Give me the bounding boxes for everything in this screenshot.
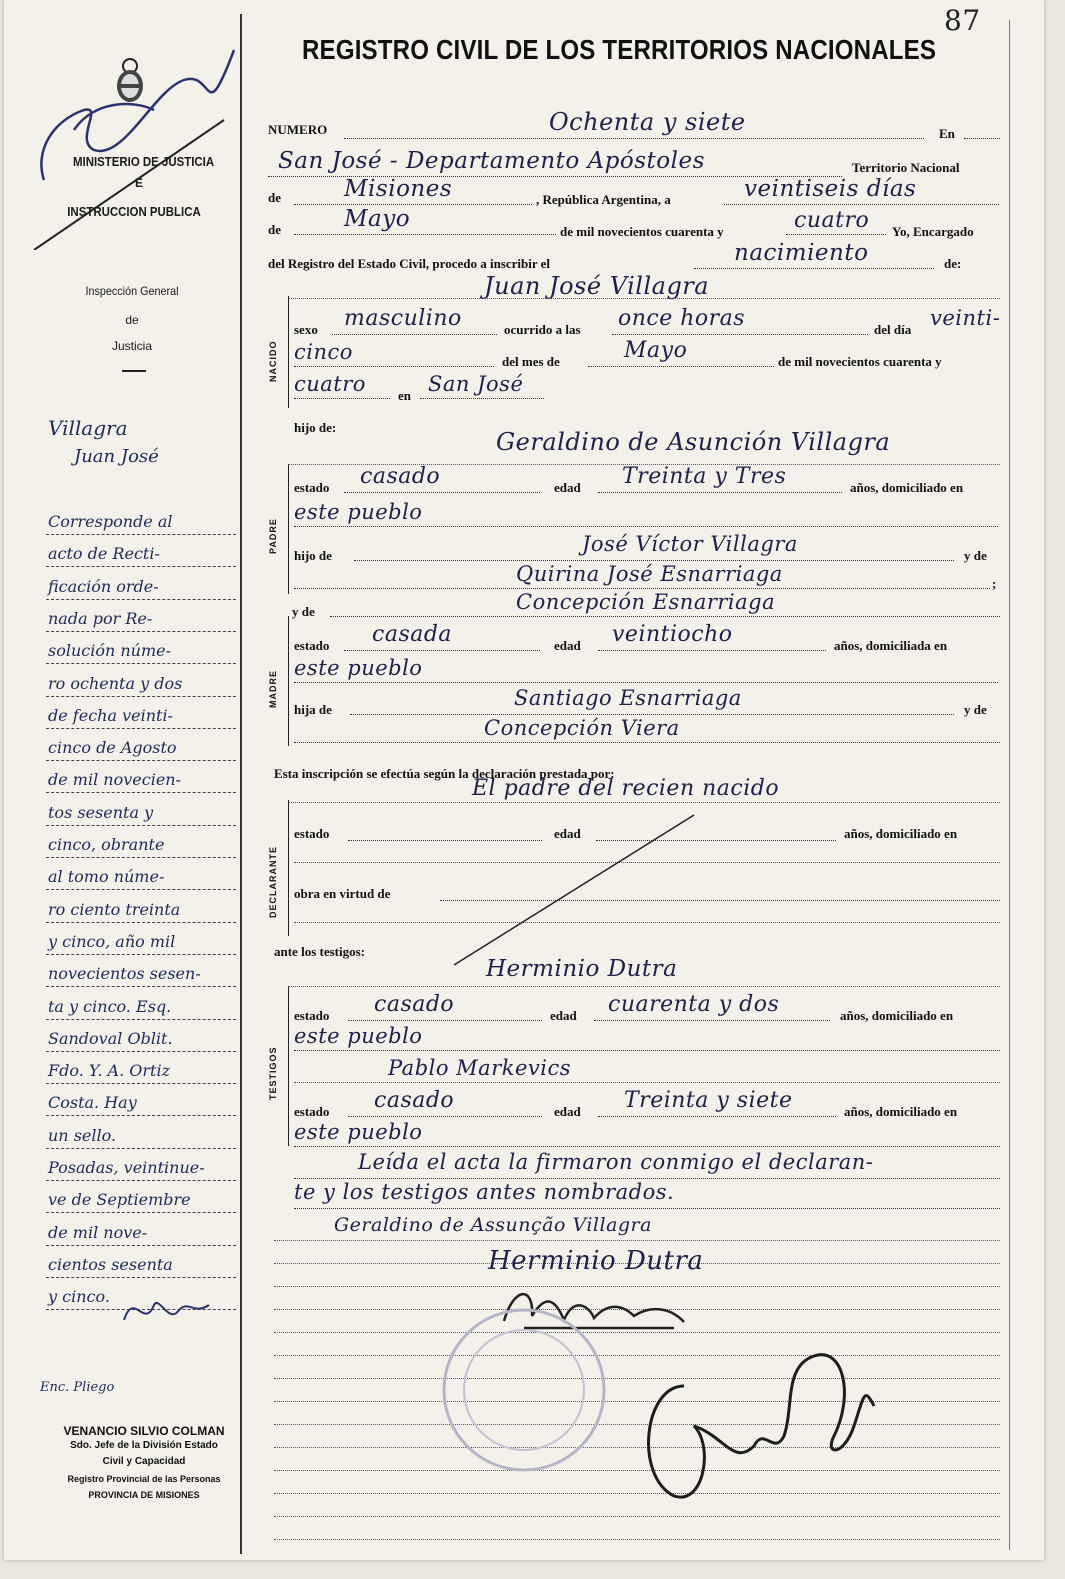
lugar-value: San José — [420, 372, 544, 399]
t1-domicilio-label: años, domiciliado en — [840, 1008, 954, 1023]
margin-given-names: Juan José — [74, 446, 159, 467]
margin-rule — [46, 566, 236, 567]
hora-value: once horas — [612, 306, 868, 335]
margin-note-line: ta y cinco. Esq. — [48, 996, 172, 1016]
nacido-year-label: de mil novecientos cuarenta y — [778, 354, 942, 369]
stamp-line-1: VENANCIO SILVIO COLMAN — [63, 1424, 225, 1438]
margin-note-line: cientos sesenta — [48, 1254, 173, 1274]
nacido-top-rule — [288, 298, 1000, 299]
margin-note-line: acto de Recti- — [48, 544, 160, 564]
signature-rule — [274, 1539, 1000, 1540]
padre-domicilio-label: años, domiciliado en — [850, 480, 964, 495]
margin-note-line: Posadas, veintinue- — [48, 1158, 205, 1177]
signature-father: Geraldino de Assunção Villagra — [334, 1214, 652, 1236]
t2-estado-label: estado — [294, 1104, 330, 1119]
stamp-line-5: PROVINCIA DE MISIONES — [88, 1490, 200, 1500]
margin-note-line: un sello. — [48, 1125, 117, 1145]
madre-domicilio-label: años, domiciliada en — [834, 638, 948, 653]
numero-label: NUMERO — [268, 122, 328, 137]
de-colon-label: de: — [944, 256, 962, 271]
madre-label: MADRE — [268, 670, 278, 708]
testigo1-name: Herminio Dutra — [486, 956, 678, 982]
nacido-label: NACIDO — [268, 340, 278, 382]
margin-note-line: al tomo núme- — [48, 867, 165, 887]
margin-note-line: nada por Re- — [48, 608, 153, 628]
en-line — [964, 124, 1000, 139]
hijo-de-label: hijo de: — [294, 420, 337, 435]
ministry-line-2: E — [134, 176, 143, 190]
official-stamp — [434, 1300, 614, 1480]
padre-bracket — [288, 464, 289, 594]
folio-number: 87 — [944, 4, 981, 37]
territory-value: Misiones — [294, 176, 532, 205]
madre-bracket — [288, 616, 289, 746]
ministry-line-3: INSTRUCCION PUBLICA — [67, 204, 201, 219]
madre-hija-label: hija de — [294, 702, 332, 717]
inspection-line-2: de — [125, 313, 139, 327]
margin-note-line: ficación orde- — [48, 576, 159, 596]
margin-rule — [46, 534, 236, 535]
margin-rule — [46, 1019, 236, 1020]
madre-edad-label: edad — [554, 638, 581, 653]
republica-label: , República Argentina, a — [536, 192, 671, 207]
margin-note-line: Corresponde al — [48, 512, 173, 531]
madre-parent2: Concepción Viera — [294, 716, 1000, 743]
mes-value: Mayo — [588, 338, 774, 367]
madre-parent1: Santiago Esnarriaga — [350, 686, 954, 715]
margin-note-line: de fecha veinti- — [48, 705, 173, 725]
padre-name: Geraldino de Asunción Villagra — [496, 428, 891, 456]
t2-estado-value: casado — [348, 1088, 542, 1117]
padre-edad-label: edad — [554, 480, 581, 495]
margin-note-line: cinco de Agosto — [48, 738, 177, 758]
declarante-label: DECLARANTE — [268, 846, 278, 918]
madre-domicilio-value: este pueblo — [294, 656, 998, 683]
padre-edad-value: Treinta y Tres — [598, 464, 842, 493]
margin-rule — [46, 954, 236, 955]
margin-signature-lower — [114, 1285, 214, 1335]
t2-name-rule — [294, 1082, 1000, 1083]
birth-certificate-page — [4, 0, 1044, 1560]
closing-line-1: Leída el acta la firmaron conmigo el declaran- — [294, 1150, 1000, 1179]
closing-line-2: te y los testigos antes nombrados. — [294, 1180, 1000, 1209]
del-dia-label: del día — [874, 322, 912, 337]
numero-value: Ochenta y siete — [344, 108, 924, 139]
margin-rule — [46, 696, 236, 697]
stamp-line-2: Sdo. Jefe de la División Estado — [70, 1440, 218, 1451]
declarante-name: El padre del recien nacido — [472, 776, 780, 801]
margin-rule — [46, 922, 236, 923]
testigos-top-rule — [288, 986, 1000, 987]
padre-semicolon: ; — [992, 576, 997, 591]
padre-y-de-label: y de — [964, 548, 987, 563]
stamp-line-3: Civil y Capacidad — [102, 1456, 186, 1467]
inspection-line-1: Inspección General — [85, 284, 179, 298]
margin-note-line: Costa. Hay — [48, 1093, 137, 1113]
signature-registrar — [624, 1326, 904, 1516]
margin-rule — [46, 986, 236, 987]
place-value: San José - Departamento Apóstoles — [268, 148, 842, 177]
margin-rule — [46, 857, 236, 858]
document-title: REGISTRO CIVIL DE LOS TERRITORIOS NACIONALES — [302, 34, 937, 65]
t2-edad-value: Treinta y siete — [598, 1088, 836, 1117]
t2-edad-label: edad — [554, 1104, 581, 1119]
declarante-estado-label: estado — [294, 826, 330, 841]
madre-estado-value: casada — [344, 622, 540, 651]
margin-rule — [46, 1083, 236, 1084]
declarante-domicilio-label: años, domiciliado en — [844, 826, 958, 841]
margin-note-line: y cinco. — [48, 1287, 110, 1307]
testigos-label-side: TESTIGOS — [268, 1046, 278, 1100]
madre-y-de-label: y de — [292, 604, 315, 619]
nacido-year-value: cuatro — [294, 372, 390, 399]
madre-edad-value: veintiocho — [598, 622, 826, 651]
madre-estado-label: estado — [294, 638, 330, 653]
madre-name: Concepción Esnarriaga — [330, 590, 1000, 617]
margin-rule — [46, 1148, 236, 1149]
testigos-label: ante los testigos: — [274, 944, 365, 959]
margin-rule — [46, 889, 236, 890]
del-mes-label: del mes de — [502, 354, 560, 369]
signature-witness1: Herminio Dutra — [488, 1246, 704, 1276]
year-prefix-label: de mil novecientos cuarenta y — [560, 224, 724, 239]
margin-rule — [46, 663, 236, 664]
signature-rule — [274, 1516, 1000, 1517]
t1-estado-value: casado — [348, 992, 542, 1021]
de-label-2: de — [268, 222, 281, 237]
signature-rule — [274, 1240, 1000, 1241]
de-label: de — [268, 190, 281, 205]
margin-rule — [46, 760, 236, 761]
margin-rule — [46, 792, 236, 793]
margin-note-line: de mil novecien- — [48, 770, 181, 790]
declarante-top-rule — [288, 802, 1000, 803]
days-value: veintiseis días — [724, 176, 999, 205]
t1-estado-label: estado — [294, 1008, 330, 1023]
declaracion-label: Esta inscripción se efectúa según la declaración prestada por: — [274, 766, 615, 781]
margin-note-line: novecientos sesen- — [48, 964, 201, 984]
padre-parent1: José Víctor Villagra — [354, 532, 954, 561]
margin-rule — [46, 1245, 236, 1246]
margin-rule — [46, 599, 236, 600]
t1-domicilio-value: este pueblo — [294, 1024, 1000, 1051]
registro-label: del Registro del Estado Civil, procedo a inscribir el — [268, 256, 551, 271]
sexo-label: sexo — [294, 322, 318, 337]
declarante-edad-label: edad — [554, 826, 581, 841]
margin-rule — [46, 631, 236, 632]
margin-initials: Enc. Pliego — [40, 1380, 115, 1395]
stamp-line-4: Registro Provincial de las Personas — [67, 1474, 221, 1484]
margin-rule — [46, 1115, 236, 1116]
margin-note-line: cinco, obrante — [48, 835, 165, 854]
ocurrido-label: ocurrido a las — [504, 322, 581, 337]
margin-surname: Villagra — [48, 416, 128, 440]
en-label: En — [939, 126, 955, 141]
margin-note-line: de mil nove- — [48, 1222, 148, 1242]
margin-note-line: solución núme- — [48, 641, 172, 661]
testigo2-name: Pablo Markevics — [388, 1056, 572, 1080]
sexo-value: masculino — [332, 306, 497, 335]
nacido-en-label: en — [398, 388, 411, 403]
padre-label: PADRE — [268, 518, 278, 554]
padre-parent2: Quirina José Esnarriaga — [294, 562, 990, 589]
padre-estado-label: estado — [294, 480, 330, 495]
territorio-label: Territorio Nacional — [852, 160, 960, 175]
margin-note-line: Fdo. Y. A. Ortiz — [48, 1061, 171, 1081]
right-border — [1009, 20, 1010, 1550]
t2-domicilio-label: años, domiciliado en — [844, 1104, 958, 1119]
margin-note-line: tos sesenta y — [48, 802, 154, 822]
dia-value-2: cinco — [294, 340, 494, 367]
margin-rule — [46, 728, 236, 729]
margin-rule — [46, 1212, 236, 1213]
obra-label: obra en virtud de — [294, 886, 391, 901]
year-value: cuatro — [786, 208, 886, 235]
margin-rule — [46, 1180, 236, 1181]
t1-edad-value: cuarenta y dos — [594, 992, 830, 1021]
padre-estado-value: casado — [344, 464, 540, 493]
t1-edad-label: edad — [550, 1008, 577, 1023]
margin-rule — [46, 1051, 236, 1052]
inspection-underline — [122, 370, 146, 372]
act-value: nacimiento — [694, 240, 934, 269]
t2-domicilio-value: este pueblo — [294, 1120, 1000, 1147]
margin-note-line: ve de Septiembre — [48, 1190, 191, 1210]
margin-rule — [46, 1277, 236, 1278]
margin-note-line: ro ochenta y dos — [48, 673, 183, 693]
margin-note-line: y cinco, año mil — [48, 931, 176, 951]
margin-note-line: ro ciento treinta — [48, 899, 181, 919]
margin-rule — [46, 825, 236, 826]
cancellation-stroke — [444, 810, 704, 970]
inspection-line-3: Justicia — [111, 339, 152, 353]
child-name: Juan José Villagra — [484, 272, 710, 300]
nacido-bracket — [288, 296, 289, 408]
padre-domicilio-value: este pueblo — [294, 500, 998, 527]
testigos-bracket — [288, 986, 289, 1146]
dia-value-1: veinti- — [930, 306, 1001, 330]
month-value: Mayo — [294, 206, 556, 235]
declarante-bracket — [288, 800, 289, 936]
ministry-line-1: MINISTERIO DE JUSTICIA — [73, 154, 215, 169]
madre-y-de-label-2: y de — [964, 702, 987, 717]
padre-hijo-label: hijo de — [294, 548, 332, 563]
yo-label: Yo, Encargado — [892, 224, 974, 239]
margin-note-line: Sandoval Oblit. — [48, 1028, 173, 1048]
